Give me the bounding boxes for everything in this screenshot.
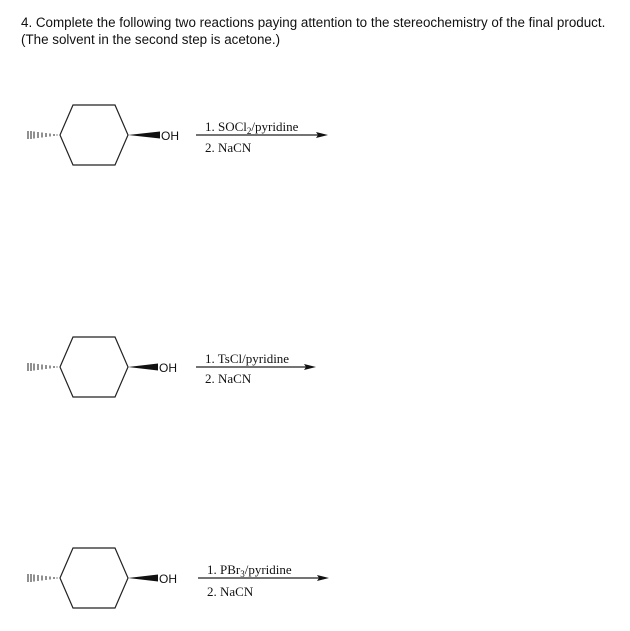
wedge-bond xyxy=(128,575,158,582)
reaction-1-scheme xyxy=(0,90,360,180)
reagent-step-2: 2. NaCN xyxy=(205,140,252,155)
reagent-step-1: 1. PBr$_3$/pyridine xyxy=(207,562,292,579)
reaction-3 xyxy=(0,533,360,623)
reaction-3-scheme xyxy=(0,533,360,623)
hydroxyl-label: OH xyxy=(159,572,177,586)
hydroxyl-label: OH xyxy=(159,361,177,375)
hashed-methyl-bond xyxy=(28,574,57,582)
reagent-step-1: 1. TsCl/pyridine xyxy=(205,351,290,366)
question-text xyxy=(21,14,605,48)
hashed-methyl-bond xyxy=(28,363,57,371)
reaction-2 xyxy=(0,322,360,412)
hashed-methyl-bond xyxy=(28,131,57,139)
wedge-bond xyxy=(128,364,158,371)
hydroxyl-label: OH xyxy=(161,129,179,143)
reaction-2-scheme xyxy=(0,322,360,412)
cyclohexane-ring xyxy=(60,105,128,165)
reagent-step-2: 2. NaCN xyxy=(207,584,254,599)
question-line-2: (The solvent in the second step is acetone.) xyxy=(21,32,281,47)
reagent-step-1: 1. SOCl$_2$/pyridine xyxy=(205,119,299,136)
question-line-1: 4. Complete the following two reactions paying attention to the stereochemistry of the final product. xyxy=(21,15,606,30)
wedge-bond xyxy=(128,132,160,139)
cyclohexane-ring xyxy=(60,548,128,608)
reagent-step-2: 2. NaCN xyxy=(205,371,252,386)
cyclohexane-ring xyxy=(60,337,128,397)
reaction-1 xyxy=(0,90,360,180)
